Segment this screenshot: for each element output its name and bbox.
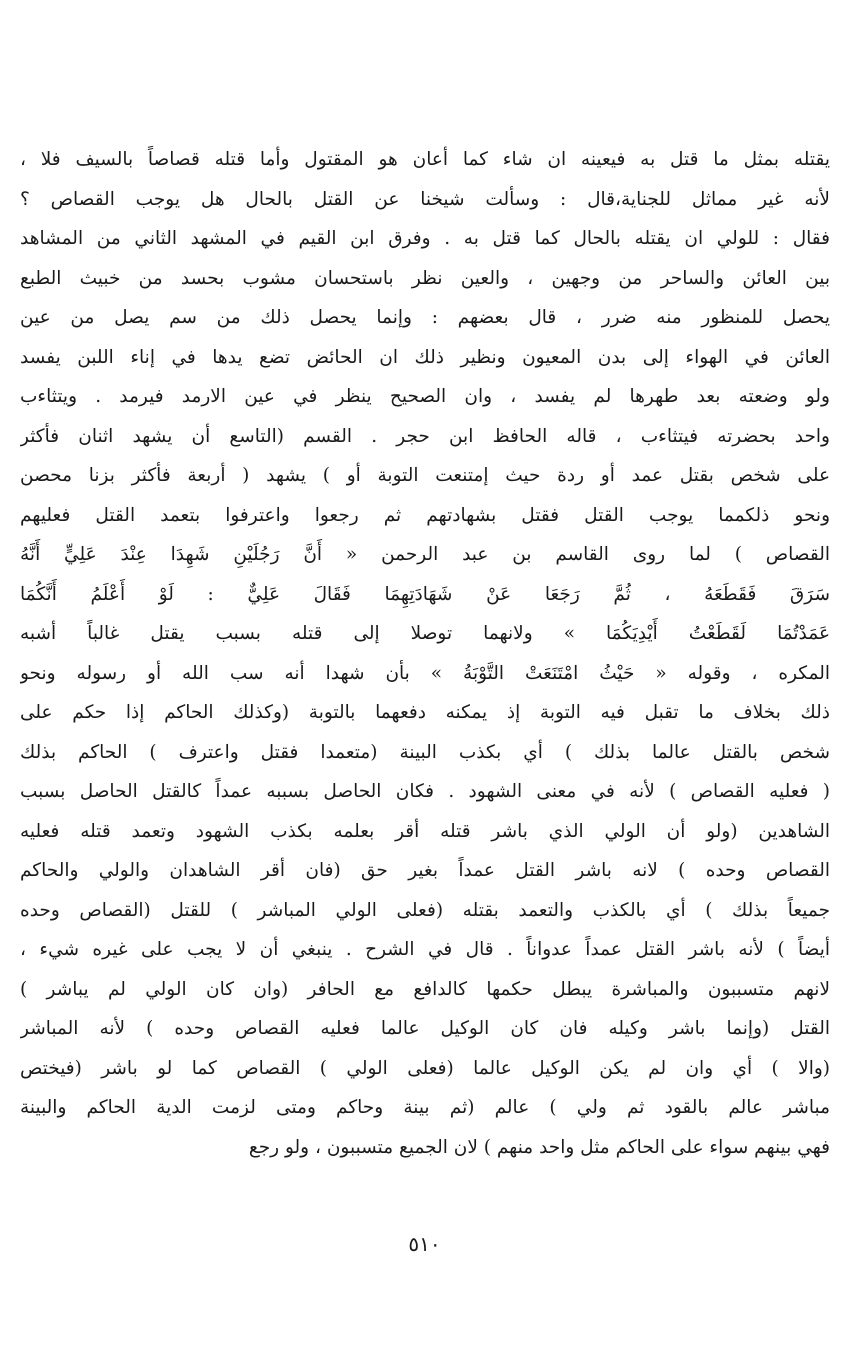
text-line: ولو وضعته بعد طهرها لم يفسد ، وان الصحيح ينظر في عين الارمد فيرمد . ويتثاءب <box>20 386 830 407</box>
text-line: لانهم متسببون والمباشرة يبطل حكمها كالدافع مع الحافر (وان كان الولي لم يباشر ) <box>20 978 830 1000</box>
text-line: مباشر عالم بالقود ثم ولي ) عالم (ثم بينة وحاكم ومتى لزمت الدية الحاكم والبينة <box>20 1097 830 1118</box>
text-line: ونحو ذلكمما يوجب القتل فقتل بشهادتهم ثم رجعوا واعترفوا بتعمد القتل فعليهم <box>20 504 830 526</box>
text-line: القتل (وإنما باشر وكيله فان كان الوكيل عالما فعليه القصاص وحده ) لأنه المباشر <box>20 1018 830 1039</box>
text-line: بين العائن والساحر من وجهين ، والعين نظر باستحسان مشوب بحسد من خبيث الطبع <box>20 267 830 289</box>
text-line: عَمَدْتُمَا لَقَطَعْتُ أَيْدِيَكُمَا » ولانهما توصلا إلى قتله بسبب يقتل غالباً أشبه <box>20 623 830 644</box>
text-line: فقال : للولي ان يقتله بالحال كما قتل به . وفرق ابن القيم في المشهد الثاني من المشاهد <box>20 228 830 249</box>
text-line: القصاص ) لما روى القاسم بن عبد الرحمن « أَنَّ رَجُلَيْنِ شَهِدَا عِنْدَ عَلِيٍّ أَنَّهُ <box>20 544 830 565</box>
text-line: يحصل للمنظور منه ضرر ، قال بعضهم : وإنما يحصل ذلك من سم يصل من عين <box>20 307 830 328</box>
text-line: جميعاً بذلك ) أي بالكذب والتعمد بقتله (فعلى الولي المباشر ) للقتل (القصاص وحده <box>20 899 830 921</box>
text-line: سَرَقَ فَقَطَعَهُ ، ثُمَّ رَجَعَا عَنْ شَهَادَتِهِمَا فَقَالَ عَلِيٌّ : لَوْ أَعْلَمُ أَنَّكُمَا <box>20 583 830 605</box>
text-line: المكره ، وقوله « حَيْثُ امْتَنَعَتْ التَّوْبَةُ » بأن شهدا أنه سب الله أو رسوله ونحو <box>20 662 830 684</box>
text-line: لأنه غير مماثل للجناية،قال : وسألت شيخنا عن القتل بالحال هل يوجب القصاص ؟ <box>20 188 830 210</box>
text-line: ذلك بخلاف ما تقبل فيه التوبة إذ يمكنه دفعهما بالتوبة (وكذلك الحاكم إذا حكم على <box>20 702 830 723</box>
text-line: يقتله بمثل ما قتل به فيعينه ان شاء كما أعان هو المقتول وأما قتله قصاصاً بالسيف فلا ، <box>20 149 830 170</box>
text-line: واحد بحضرته فيتثاءب ، قاله الحافظ ابن حجر . القسم (التاسع أن يشهد اثنان فأكثر <box>20 425 830 447</box>
body-text <box>20 140 830 1167</box>
text-line: (والا ) أي وان لم يكن الوكيل عالما (فعلى الولي ) القصاص كما لو باشر (فيختص <box>20 1057 830 1079</box>
text-line: الشاهدين (ولو أن الولي الذي باشر قتله أقر بعلمه بكذب الشهود وتعمد قتله فعليه <box>20 820 830 842</box>
text-line: على شخص بقتل عمد أو ردة حيث إمتنعت التوبة أو ) يشهد ( أربعة فأكثر بزنا محصن <box>20 465 830 486</box>
text-line: العائن في الهواء إلى بدن المعيون ونظير ذلك ان الحائض تضع يدها في إناء اللبن يفسد <box>20 346 830 368</box>
text-line: شخص بالقتل عالما بذلك ) أي بكذب البينة (متعمدا فقتل واعترف ) الحاكم بذلك <box>20 741 830 763</box>
text-line: القصاص وحده ) لانه باشر القتل عمداً بغير حق (فان أقر الشاهدان والولي والحاكم <box>20 860 830 881</box>
text-line: فهي بينهم سواء على الحاكم مثل واحد منهم ) لان الجميع متسببون ، ولو رجع <box>248 1136 830 1158</box>
text-line: ( فعليه القصاص ) لأنه في معنى الشهود . فكان الحاصل بسببه عمداً كالقتل الحاصل بسبب <box>20 781 830 802</box>
text-line: أيضاً ) لأنه باشر القتل عمداً عدواناً . قال في الشرح . ينبغي أن لا يجب على غيره شيء ، <box>20 939 830 960</box>
page-number: ٥١٠ <box>408 1232 441 1256</box>
